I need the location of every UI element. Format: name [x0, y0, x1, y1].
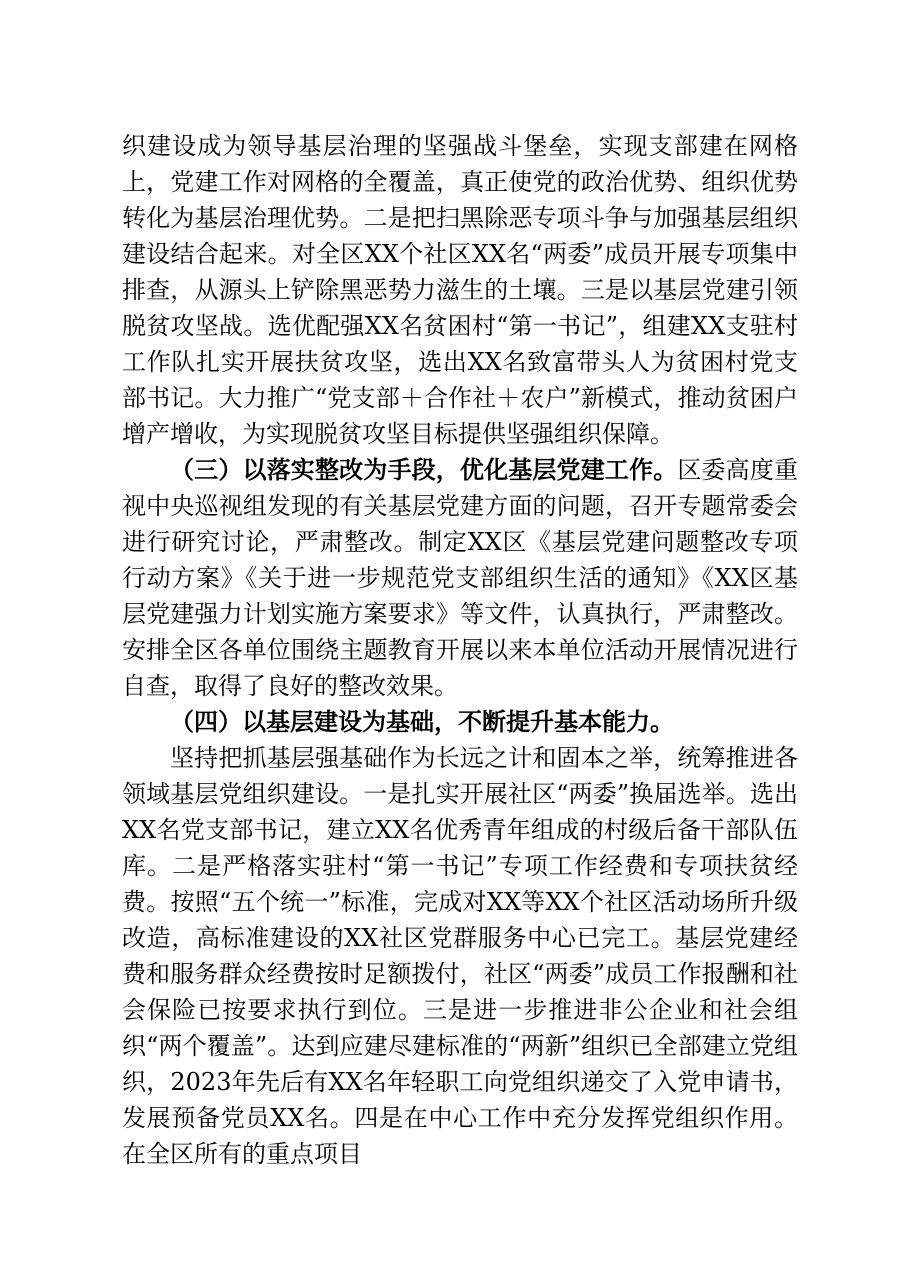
paragraph-text: 坚持把抓基层强基础作为长远之计和固本之举，统筹推进各领域基层党组织建设。一是扎实开展社区“两委”换届选举。选出XX名党支部书记，建立XX名优秀青年组成的村级后备干部队伍库。二是严格落实驻村“第一书记”专项工作经费和专项扶贫经费。按照“五个统一”标准，完成对XX等XX个社区活动场所升级改造，高标准建设的XX社区党群服务中心已完工。基层党建经费和服务群众经费按时足额拨付，社区“两委”成员工作报酬和社会保险已按要求执行到位。三是进一步推进非公企业和社会组织“两个覆盖”。达到应建尽建标准的“两新”组织已全部建立党组织，2023年先后有XX名年轻职工向党组织递交了入党申请书，发展预备党员XX名。四是在中心工作中充分发挥党组织作用。在全区所有的重点项目: [122, 744, 798, 1168]
paragraph-section-four-body: [122, 740, 798, 1172]
section-heading-three: （三）以落实整改为手段，优化基层党建工作。: [170, 455, 678, 484]
paragraph-section-three: [122, 452, 798, 704]
paragraph-text: 织建设成为领导基层治理的坚强战斗堡垒，实现支部建在网格上，党建工作对网格的全覆盖，真正使党的政治优势、组织优势转化为基层治理优势。二是把扫黑除恶专项斗争与加强基层组织建设结合起来。对全区XX个社区XX名“两委”成员开展专项集中排查，从源头上铲除黑恶势力滋生的土壤。三是以基层党建引领脱贫攻坚战。选优配强XX名贫困村“第一书记”，组建XX支驻村工作队扎实开展扶贫攻坚，选出XX名致富带头人为贫困村党支部书记。大力推广“党支部＋合作社＋农户”新模式，推动贫困户增产增收，为实现脱贫攻坚目标提供坚强组织保障。: [122, 132, 798, 448]
paragraph-section-four-heading: [122, 704, 798, 740]
paragraph-continuation: [122, 128, 798, 452]
section-heading-four: （四）以基层建设为基础，不断提升基本能力。: [170, 707, 674, 736]
document-body: [122, 128, 798, 1172]
paragraph-text: 区委高度重视中央巡视组发现的有关基层党建方面的问题，召开专题常委会进行研究讨论，严肃整改。制定XX区《基层党建问题整改专项行动方案》《关于进一步规范党支部组织生活的通知》《XX区基层党建强力计划实施方案要求》等文件，认真执行，严肃整改。安排全区各单位围绕主题教育开展以来本单位活动开展情况进行自查，取得了良好的整改效果。: [122, 456, 798, 700]
